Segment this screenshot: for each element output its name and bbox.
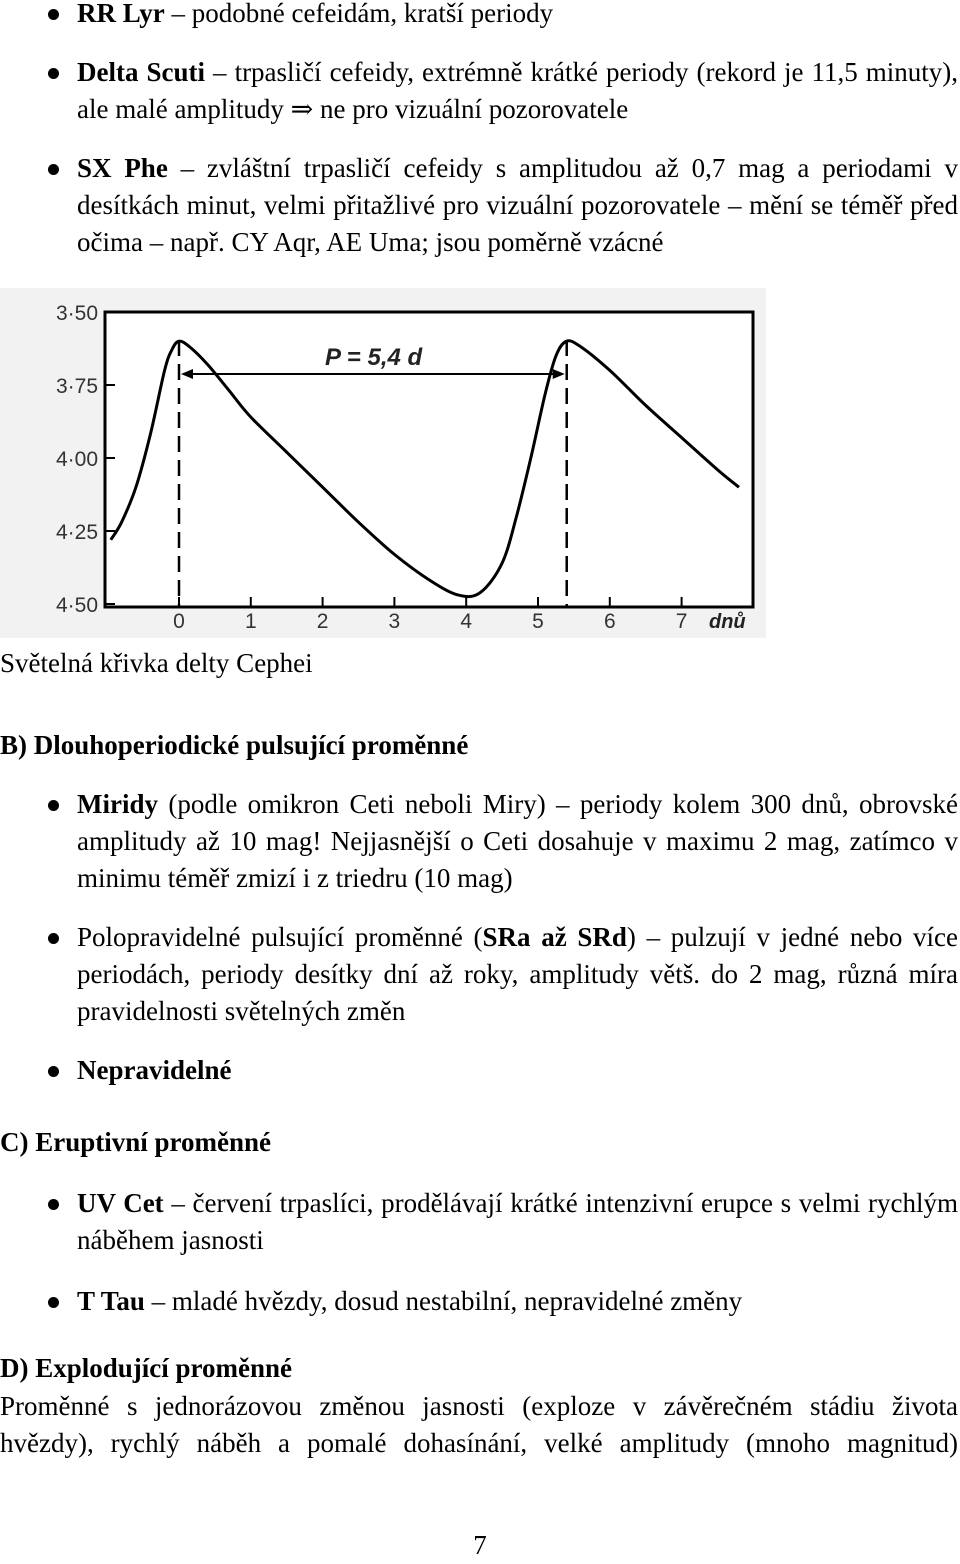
term-t-tau: T Tau (77, 1286, 145, 1316)
section-b-heading: B) Dlouhoperiodické pulsující proměnné (0, 730, 469, 760)
term-miridy: Miridy (77, 789, 158, 819)
bullet-icon (48, 800, 59, 811)
section-d-heading: D) Explodující proměnné (0, 1353, 293, 1383)
figure-caption: Světelná křivka delty Cephei (0, 648, 313, 678)
desc-uv-cet: – červení trpaslíci, prodělávají krátké intenzivní erupce s velmi rychlým náběhem jasnosti (77, 1188, 958, 1255)
y-tick-label: 3·50 (55, 302, 98, 325)
x-tick-label: 7 (675, 610, 688, 633)
list-item-nepravidelne (0, 1052, 960, 1089)
list-item-t-tau (0, 1283, 960, 1320)
term-sra-srd: SRa až SRd (482, 922, 627, 952)
list-item-rr-lyr (0, 0, 960, 32)
bullet-icon (48, 1297, 59, 1308)
bullet-icon (48, 1199, 59, 1210)
list-item-polopravidelne (0, 919, 960, 1030)
section-c-heading: C) Eruptivní proměnné (0, 1127, 272, 1157)
desc-rr-lyr: – podobné cefeidám, kratší periody (164, 0, 554, 28)
y-tick-label: 4·25 (55, 521, 98, 544)
y-tick-label: 4·00 (55, 448, 98, 471)
x-tick-label: 2 (316, 610, 329, 633)
period-annotation: P = 5,4 d (325, 344, 423, 371)
x-tick-label: 5 (532, 610, 544, 633)
list-item-sx-phe (0, 150, 960, 261)
plot-frame (105, 312, 753, 607)
list-item-miridy (0, 786, 960, 897)
x-axis-label: dnů (709, 611, 746, 633)
desc-polopravidelne: ) – pulzují v jedné nebo více periodách, periody desítky dní až roky, amplitudy větš. do 2 mag, různá míra pravidelnosti světelných změn (77, 922, 958, 1026)
term-uv-cet: UV Cet (77, 1188, 164, 1218)
x-tick-label: 3 (388, 610, 401, 633)
light-curve-chart (0, 288, 766, 638)
x-tick-label: 0 (173, 610, 185, 633)
x-tick-label: 4 (460, 610, 473, 633)
bullet-icon (48, 933, 59, 944)
section-d-paragraph-line-2: hvězdy), rychlý náběh a pomalé dohasínání, velké amplitudy (mnoho magnitud) (0, 1428, 958, 1458)
bullet-icon (48, 68, 59, 79)
desc-t-tau: – mladé hvězdy, dosud nestabilní, nepravidelné změny (144, 1286, 743, 1316)
list-item-delta-scuti (0, 54, 960, 128)
section-d-paragraph-line-1: Proměnné s jednorázovou změnou jasnosti (exploze v závěrečném stádiu života (0, 1391, 958, 1421)
variable-types-list-1 (0, 0, 960, 261)
prefix-polopravidelne: Polopravidelné pulsující proměnné ( (77, 922, 483, 952)
page-number: 7 (473, 1530, 487, 1560)
x-tick-label: 6 (603, 610, 616, 633)
list-item-uv-cet (0, 1185, 960, 1259)
bullet-icon (48, 1066, 59, 1077)
x-tick-label: 1 (244, 610, 257, 633)
desc-sx-phe: – zvláštní trpasličí cefeidy s amplitudou až 0,7 mag a periodami v desítkách minut, velmi přitažlivé pro vizuální pozorovatele – mění se téměř před očima – např. CY Aqr, AE Uma; jsou poměrně vzácné (77, 153, 958, 257)
y-tick-label: 4·50 (55, 594, 98, 617)
bullet-icon (48, 9, 59, 20)
desc-miridy: (podle omikron Ceti neboli Miry) – periody kolem 300 dnů, obrovské amplitudy až 10 mag! Nejjasnější o Ceti dosahuje v maximu 2 mag, zatímco v minimu téměř zmizí i z triedru (10 mag) (77, 789, 958, 893)
bullet-icon (48, 164, 59, 175)
variable-types-list-3 (0, 1185, 960, 1320)
term-delta-scuti: Delta Scuti (77, 57, 206, 87)
term-rr-lyr: RR Lyr (77, 0, 165, 28)
desc-delta-scuti: – trpasličí cefeidy, extrémně krátké periody (rekord je 11,5 minuty), ale malé amplitudy ⇒ ne pro vizuální pozorovatele (77, 57, 959, 124)
term-nepravidelne: Nepravidelné (77, 1055, 232, 1085)
term-sx-phe: SX Phe (77, 153, 168, 183)
variable-types-list-2 (0, 786, 960, 1089)
y-tick-label: 3·75 (55, 375, 98, 398)
